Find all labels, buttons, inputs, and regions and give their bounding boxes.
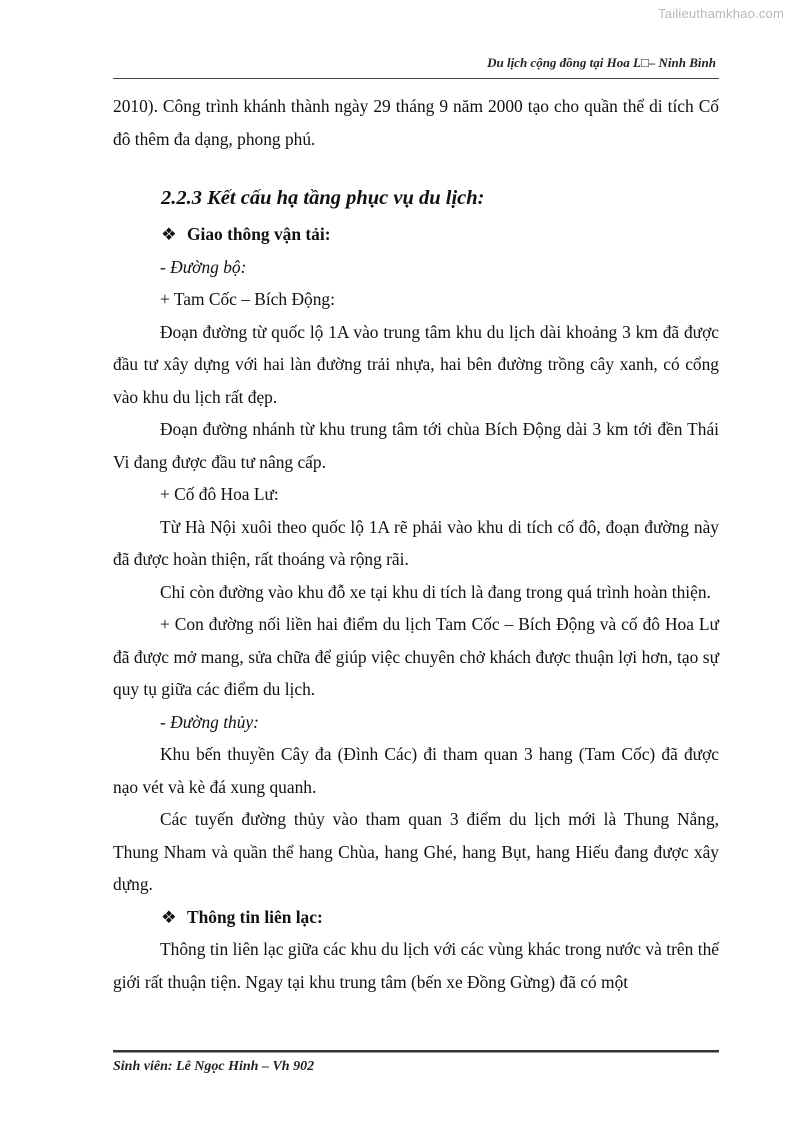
paragraph-2: Đoạn đường từ quốc lộ 1A vào trung tâm khu du lịch dài khoảng 3 km đã được đầu tư xây dựng với hai làn đường trải nhựa, hai bên đường trồng cây xanh, có cổng vào khu du lịch rất đẹp. [113,321,719,407]
header-rule [113,78,719,79]
road-label: - Đường bộ: [160,256,247,277]
paragraph-3: Đoạn đường nhánh từ khu trung tâm tới chùa Bích Động dài 3 km tới đền Thái Vi đang được đầu tư nâng cấp. [113,419,719,472]
watermark: Tailieuthamkhao.com [658,6,784,21]
water-label: - Đường thủy: [160,711,259,732]
diamond-bullet-icon: ❖ [161,906,177,927]
bullet-communication-label: Thông tin liên lạc: [187,906,323,927]
paragraph-7: Khu bến thuyền Cây đa (Đình Các) đi tham quan 3 hang (Tam Cốc) đã được nạo vét và kè đá xung quanh. [113,744,719,797]
footer-student: Sinh viên: Lê Ngọc Hinh – Vh 902 [113,1059,315,1074]
paragraph-1: 2010). Công trình khánh thành ngày 29 tháng 9 năm 2000 tạo cho quần thể di tích Cố đô thêm đa dạng, phong phú. [113,96,719,149]
tamcoc-label: + Tam Cốc – Bích Động: [160,289,335,309]
paragraph-6: + Con đường nối liền hai điểm du lịch Tam Cốc – Bích Động và cố đô Hoa Lư đã được mở mang, sửa chữa để giúp việc chuyên chở khách được thuận lợi hơn, tạo sự quy tụ giữa các điểm du lịch. [113,614,719,699]
paragraph-5: Chỉ còn đường vào khu đỗ xe tại khu di tích là đang trong quá trình hoàn thiện. [160,581,711,602]
paragraph-9: Thông tin liên lạc giữa các khu du lịch với các vùng khác trong nước và trên thế giới rất thuận tiện. Ngay tại khu trung tâm (bến xe Đồng Gừng) đã có một [113,939,719,992]
running-header: Du lịch cộng đồng tại Hoa L□– Ninh Bình [487,55,716,70]
bullet-transport [113,218,719,251]
page-body [113,90,719,998]
diamond-bullet-icon: ❖ [161,224,177,244]
codo-label: + Cố đô Hoa Lư: [160,484,279,504]
paragraph-4: Từ Hà Nội xuôi theo quốc lộ 1A rẽ phải vào khu di tích cố đô, đoạn đường này đã được hoàn thiện, rất thoáng và rộng rãi. [113,516,719,569]
section-heading: 2.2.3 Kết cấu hạ tầng phục vụ du lịch: [161,187,485,209]
bullet-transport-label: Giao thông vận tải: [187,224,331,244]
footer-rule [113,1050,719,1053]
paragraph-8: Các tuyến đường thủy vào tham quan 3 điểm du lịch mới là Thung Nắng, Thung Nham và quần thể hang Chùa, hang Ghé, hang Bụt, hang Hiếu đang được xây dựng. [113,809,719,894]
bullet-communication [113,901,719,934]
